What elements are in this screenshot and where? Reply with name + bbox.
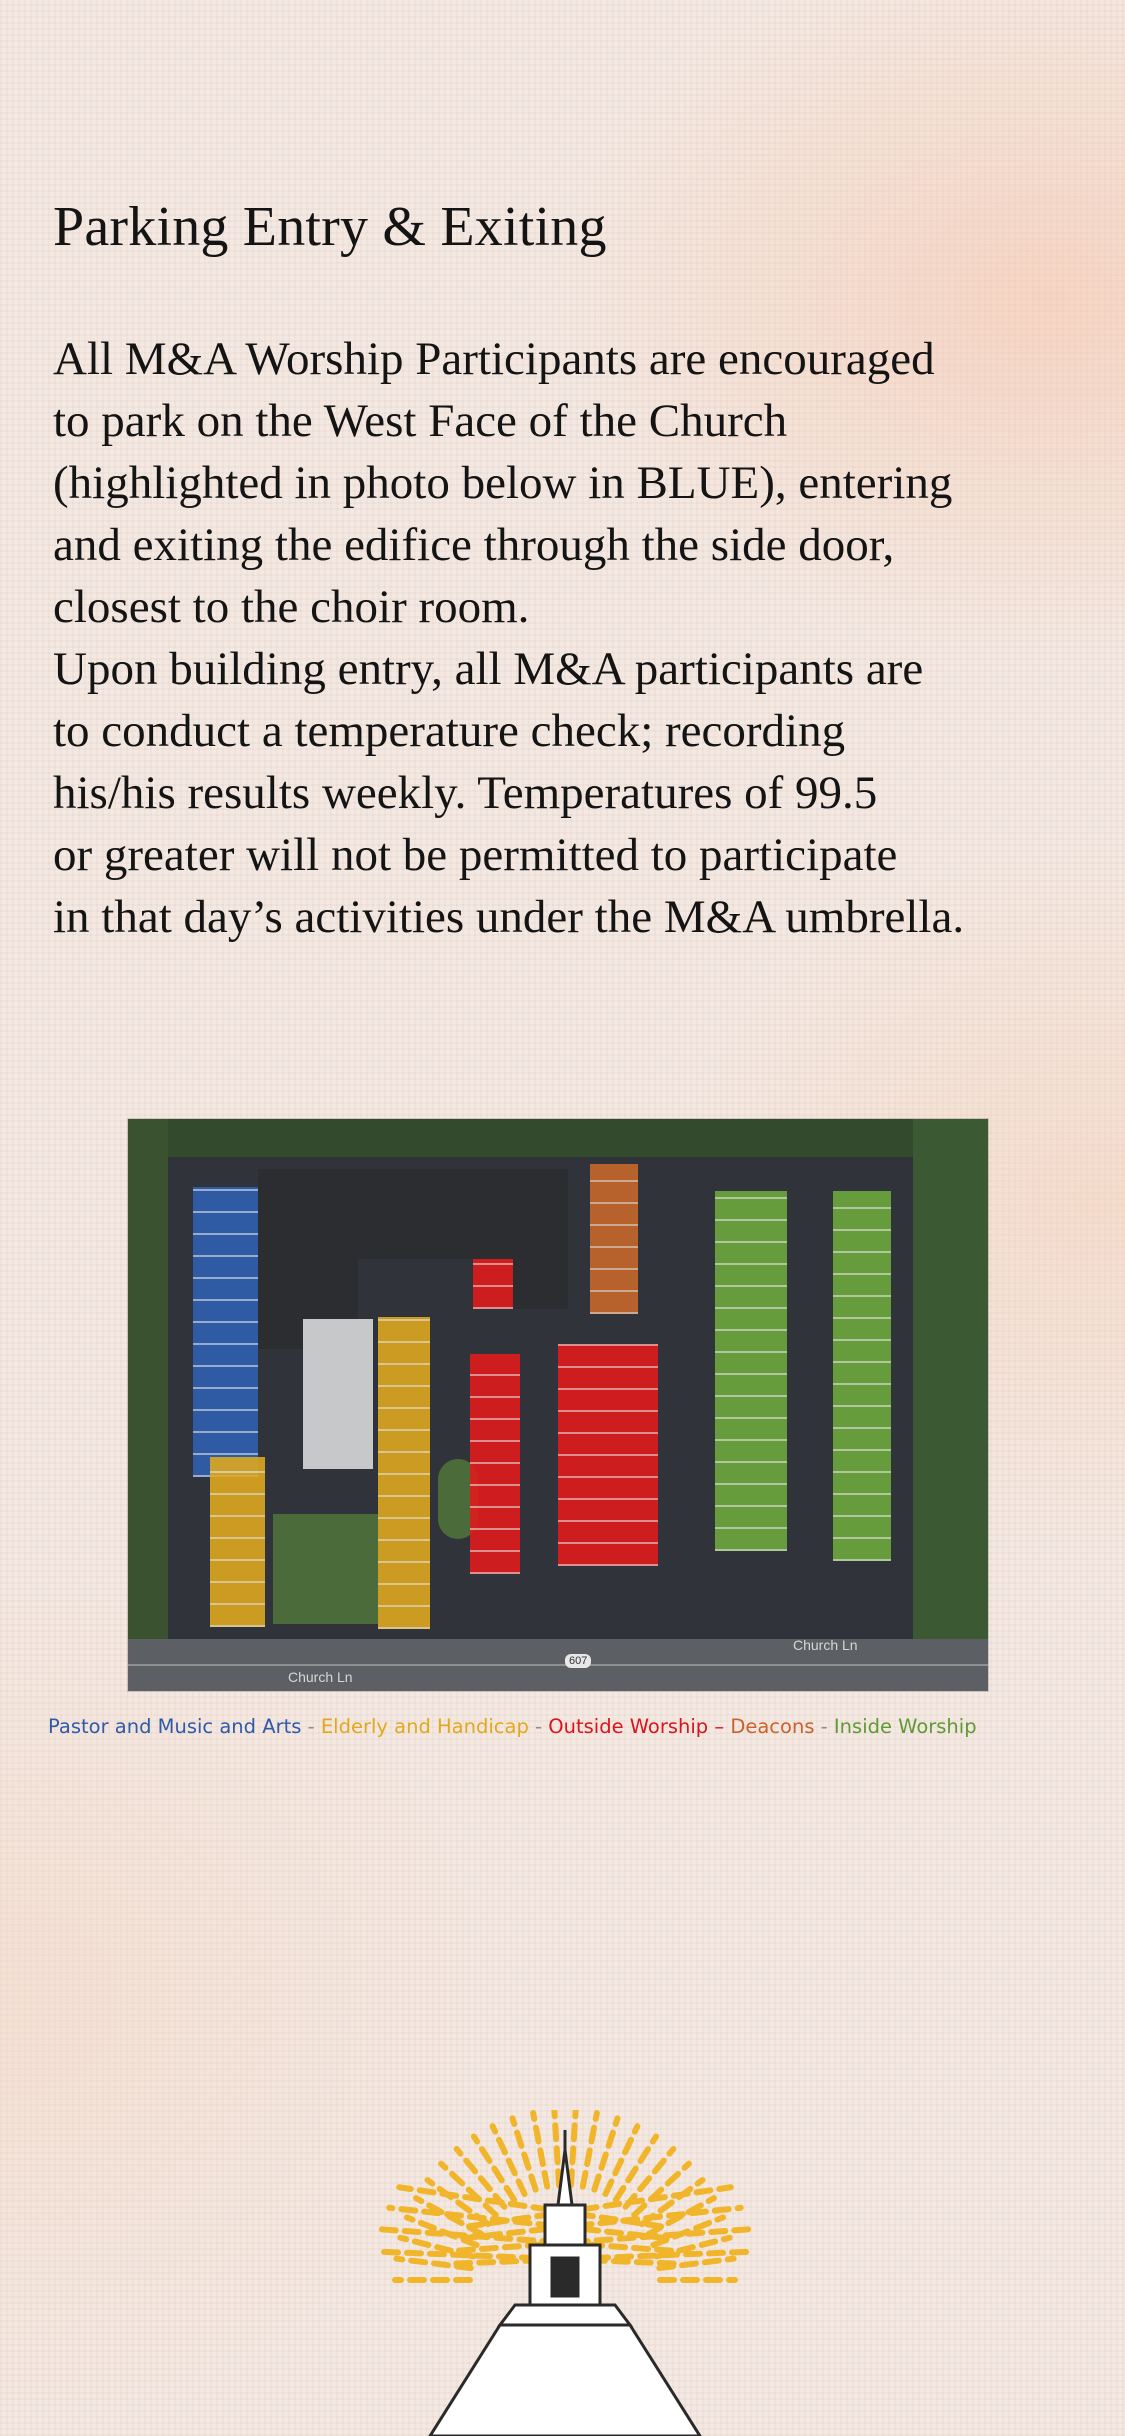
road-label: Church Ln [793,1637,858,1653]
legend-deacons: Deacons [730,1715,815,1738]
zone-elderly-handicap [210,1457,265,1627]
logo-ray [554,2110,559,2185]
zone-inside-worship [833,1191,891,1561]
church-annex-roof [303,1319,373,1469]
logo-ray [616,2136,656,2199]
instruction-line: his/his results weekly. Temperatures of 99.5 [53,767,878,819]
instruction-line: to park on the West Face of the Church [53,395,788,447]
legend-separator: - [814,1715,834,1738]
instruction-line: All M&A Worship Participants are encouraged [53,333,935,385]
instruction-line: Upon building entry, all M&A participants are [53,643,924,695]
instruction-line: in that day’s activities under the M&A umbrella. [53,891,965,943]
legend-outside-worship: Outside Worship [548,1715,709,1738]
church-roof [513,1209,568,1309]
page-title: Parking Entry & Exiting [53,196,607,258]
legend-pastor-music-arts: Pastor and Music and Arts [48,1715,302,1738]
zone-outside-worship [558,1344,658,1566]
zone-elderly-handicap [378,1317,430,1629]
logo-ray [533,2113,547,2187]
instruction-line: to conduct a temperature check; recording [53,705,846,757]
tree-line [128,1119,168,1691]
zone-outside-worship [473,1259,513,1309]
zone-inside-worship [715,1191,787,1551]
zone-pastor-music-arts [193,1187,258,1477]
tree-line [913,1119,988,1691]
instruction-line: closest to the choir room. [53,581,530,633]
logo-ray [594,2118,617,2189]
zone-deacons [590,1164,638,1314]
legend-separator: - [528,1715,549,1738]
legend-elderly-handicap: Elderly and Handicap [320,1715,529,1738]
road-label: Church Ln [288,1669,353,1685]
route-shield: 607 [565,1654,591,1668]
logo-ray [571,2110,576,2185]
logo-ray [583,2113,597,2187]
instruction-line: and exiting the edifice through the side door, [53,519,895,571]
zone-outside-worship [470,1354,520,1574]
legend-inside-worship: Inside Worship [833,1715,977,1738]
parking-aerial-map [128,1119,988,1691]
legend-separator: – [708,1715,731,1738]
road-marking [128,1664,988,1666]
logo-ray [474,2136,514,2199]
legend-separator: - [301,1715,321,1738]
logo-ray [512,2118,535,2189]
instruction-line: or greater will not be permitted to participate [53,829,898,881]
parking-instructions [53,328,1113,948]
lawn [273,1514,378,1624]
church-steeple-sunburst-icon [330,2110,800,2436]
map-legend [48,1715,977,1738]
tree-line [128,1119,988,1157]
instruction-line: (highlighted in photo below in BLUE), entering [53,457,953,509]
